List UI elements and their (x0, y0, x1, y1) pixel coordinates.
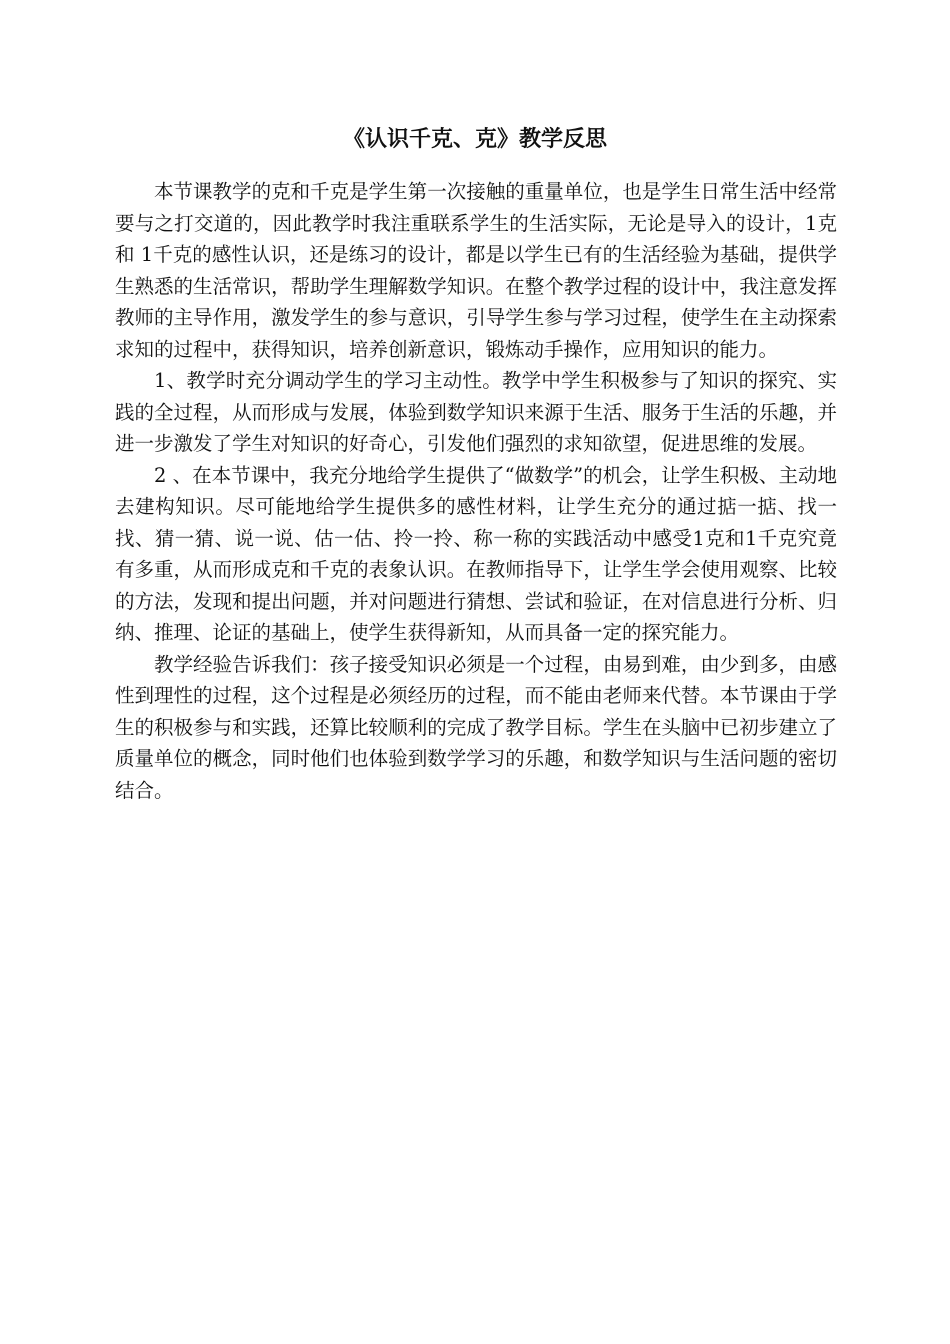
document-body (115, 176, 837, 806)
paragraph-point-2: 2 、在本节课中，我充分地给学生提供了“做数学”的机会，让学生积极、主动地去建构知识。尽可能地给学生提供多的感性材料，让学生充分的通过掂一掂、找一找、猜一猜、说一说、估一估、拎一拎、称一称的实践活动中感受1克和1千克究竟有多重，从而形成克和千克的表象认识。在教师指导下，让学生学会使用观察、比较的方法，发现和提出问题，并对问题进行猜想、尝试和验证，在对信息进行分析、归纳、推理、论证的基础上，使学生获得新知，从而具备一定的探究能力。 (115, 463, 837, 644)
document-title: 《认识千克、克》教学反思 (342, 127, 607, 152)
paragraph-point-1: 1、教学时充分调动学生的学习主动性。教学中学生积极参与了知识的探究、实践的全过程，从而形成与发展，体验到数学知识来源于生活、服务于生活的乐趣，并进一步激发了学生对知识的好奇心，引发他们强烈的求知欲望，促进思维的发展。 (115, 369, 837, 455)
paragraph-conclusion: 教学经验告诉我们：孩子接受知识必须是一个过程，由易到难，由少到多，由感性到理性的过程，这个过程是必须经历的过程，而不能由老师来代替。本节课由于学生的积极参与和实践，还算比较顺利的完成了教学目标。学生在头脑中已初步建立了质量单位的概念，同时他们也体验到数学学习的乐趣，和数学知识与生活问题的密切结合。 (115, 652, 837, 802)
paragraph-intro: 本节课教学的克和千克是学生第一次接触的重量单位，也是学生日常生活中经常要与之打交道的，因此教学时我注重联系学生的生活实际，无论是导入的设计，1克和 1千克的感性认识，还是练习的设计，都是以学生已有的生活经验为基础，提供学生熟悉的生活常识，帮助学生理解数学知识。在整个教学过程的设计中，我注意发挥教师的主导作用，激发学生的参与意识，引导学生参与学习过程，使学生在主动探索求知的过程中，获得知识，培养创新意识，锻炼动手操作，应用知识的能力。 (115, 180, 837, 361)
